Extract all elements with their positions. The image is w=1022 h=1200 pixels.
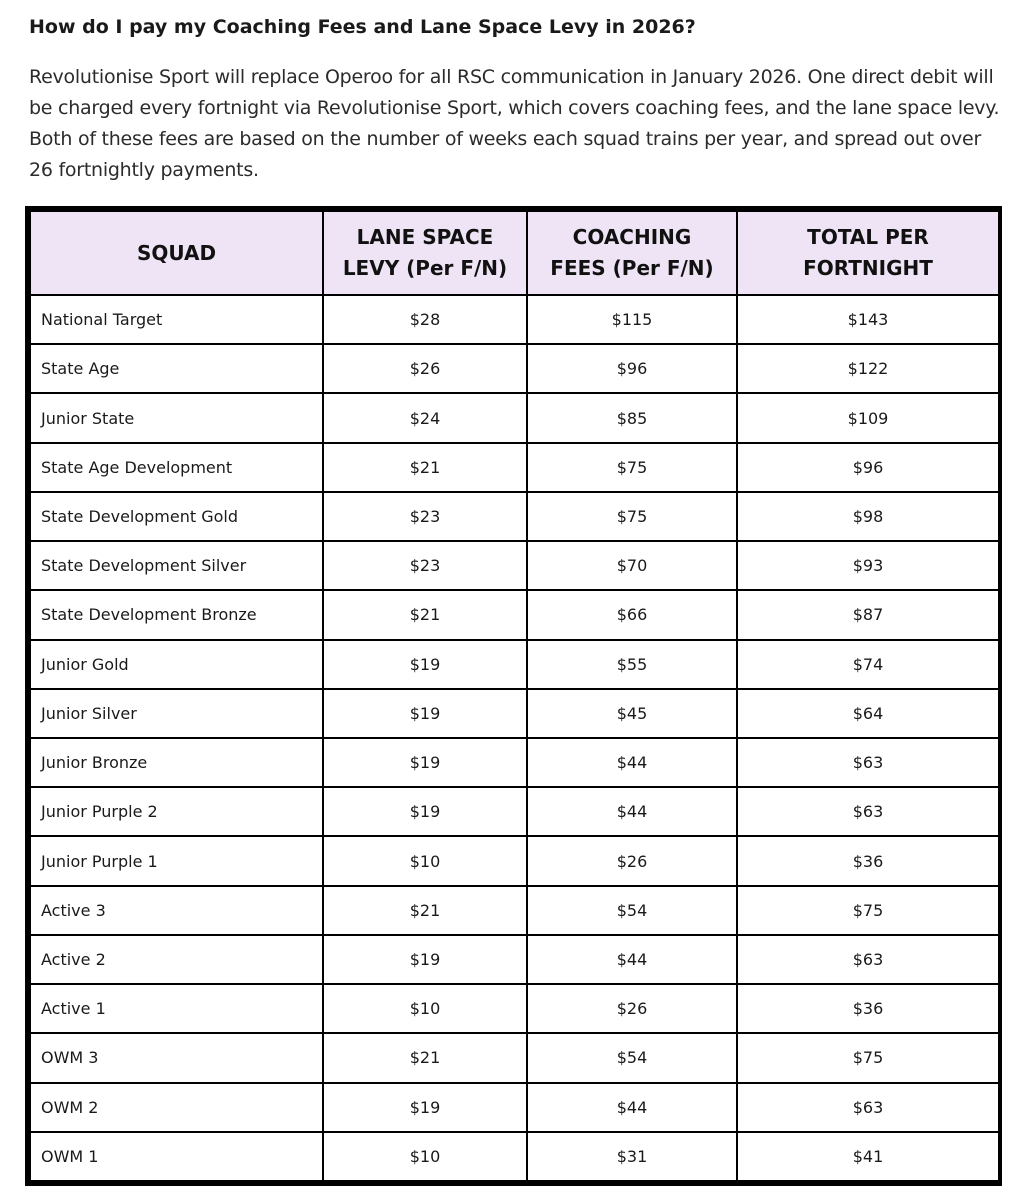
lane-space-levy-cell: $19: [323, 738, 527, 787]
table-row: [30, 640, 999, 689]
total-per-fortnight-cell: $75: [737, 886, 999, 935]
squad-cell: Junior Gold: [30, 640, 323, 689]
table-row: [30, 886, 999, 935]
squad-cell: Active 1: [30, 984, 323, 1033]
squad-cell: State Age: [30, 344, 323, 393]
total-per-fortnight-cell: $87: [737, 590, 999, 639]
coaching-fees-cell: $26: [527, 836, 737, 885]
header-total-per-fortnight: TOTAL PER FORTNIGHT: [737, 211, 999, 295]
table-row: [30, 984, 999, 1033]
table-row: [30, 393, 999, 442]
table-row: [30, 492, 999, 541]
total-per-fortnight-cell: $109: [737, 393, 999, 442]
total-per-fortnight-cell: $41: [737, 1132, 999, 1181]
lane-space-levy-cell: $24: [323, 393, 527, 442]
lane-space-levy-cell: $26: [323, 344, 527, 393]
coaching-fees-cell: $31: [527, 1132, 737, 1181]
lane-space-levy-cell: $10: [323, 1132, 527, 1181]
coaching-fees-cell: $85: [527, 393, 737, 442]
total-per-fortnight-cell: $98: [737, 492, 999, 541]
squad-cell: OWM 1: [30, 1132, 323, 1181]
table-row: [30, 541, 999, 590]
total-per-fortnight-cell: $63: [737, 1083, 999, 1132]
squad-cell: State Age Development: [30, 443, 323, 492]
table-row: [30, 787, 999, 836]
lane-space-levy-cell: $10: [323, 984, 527, 1033]
coaching-fees-cell: $66: [527, 590, 737, 639]
total-per-fortnight-cell: $93: [737, 541, 999, 590]
squad-cell: Active 3: [30, 886, 323, 935]
table-row: [30, 1132, 999, 1181]
squad-cell: Active 2: [30, 935, 323, 984]
total-per-fortnight-cell: $74: [737, 640, 999, 689]
total-per-fortnight-cell: $143: [737, 295, 999, 344]
intro-paragraph: Revolutionise Sport will replace Operoo for all RSC communication in January 2026. One direct debit will be charged every fortnight via Revolutionise Sport, which covers coaching fees, and the lane space levy. Both of these fees are based on the number of weeks each squad trains per year, and spread out over 26 fortnightly payments.: [29, 66, 1000, 181]
coaching-fees-cell: $45: [527, 689, 737, 738]
total-per-fortnight-cell: $75: [737, 1033, 999, 1082]
lane-space-levy-cell: $23: [323, 492, 527, 541]
table-row: [30, 689, 999, 738]
lane-space-levy-cell: $21: [323, 443, 527, 492]
squad-cell: OWM 3: [30, 1033, 323, 1082]
lane-space-levy-cell: $19: [323, 787, 527, 836]
squad-cell: State Development Gold: [30, 492, 323, 541]
squad-cell: State Development Bronze: [30, 590, 323, 639]
coaching-fees-cell: $44: [527, 935, 737, 984]
coaching-fees-cell: $44: [527, 738, 737, 787]
header-lane-space-levy: LANE SPACE LEVY (Per F/N): [323, 211, 527, 295]
table-row: [30, 935, 999, 984]
coaching-fees-cell: $26: [527, 984, 737, 1033]
total-per-fortnight-cell: $122: [737, 344, 999, 393]
table-row: [30, 738, 999, 787]
header-squad: SQUAD: [30, 211, 323, 295]
total-per-fortnight-cell: $36: [737, 836, 999, 885]
table-row: [30, 1033, 999, 1082]
lane-space-levy-cell: $19: [323, 1083, 527, 1132]
total-per-fortnight-cell: $96: [737, 443, 999, 492]
lane-space-levy-cell: $21: [323, 590, 527, 639]
lane-space-levy-cell: $19: [323, 935, 527, 984]
table-body: [30, 295, 999, 1181]
lane-space-levy-cell: $21: [323, 886, 527, 935]
total-per-fortnight-cell: $63: [737, 935, 999, 984]
table-row: [30, 836, 999, 885]
coaching-fees-cell: $115: [527, 295, 737, 344]
header-coaching-fees: COACHING FEES (Per F/N): [527, 211, 737, 295]
lane-space-levy-cell: $10: [323, 836, 527, 885]
coaching-fees-cell: $75: [527, 443, 737, 492]
coaching-fees-cell: $44: [527, 787, 737, 836]
table-row: [30, 1083, 999, 1132]
fees-table-container: [25, 206, 1002, 1186]
coaching-fees-cell: $75: [527, 492, 737, 541]
squad-cell: Junior Purple 1: [30, 836, 323, 885]
coaching-fees-cell: $96: [527, 344, 737, 393]
squad-cell: State Development Silver: [30, 541, 323, 590]
squad-cell: Junior Bronze: [30, 738, 323, 787]
coaching-fees-cell: $44: [527, 1083, 737, 1132]
coaching-fees-cell: $54: [527, 886, 737, 935]
squad-cell: Junior Purple 2: [30, 787, 323, 836]
squad-cell: National Target: [30, 295, 323, 344]
table-row: [30, 443, 999, 492]
lane-space-levy-cell: $19: [323, 640, 527, 689]
squad-cell: Junior Silver: [30, 689, 323, 738]
lane-space-levy-cell: $28: [323, 295, 527, 344]
table-row: [30, 590, 999, 639]
squad-cell: Junior State: [30, 393, 323, 442]
total-per-fortnight-cell: $36: [737, 984, 999, 1033]
table-header-row: [30, 211, 999, 295]
coaching-fees-cell: $55: [527, 640, 737, 689]
page-heading: How do I pay my Coaching Fees and Lane Space Levy in 2026?: [29, 16, 696, 38]
total-per-fortnight-cell: $64: [737, 689, 999, 738]
total-per-fortnight-cell: $63: [737, 787, 999, 836]
total-per-fortnight-cell: $63: [737, 738, 999, 787]
table-row: [30, 344, 999, 393]
fees-table: [29, 210, 1000, 1182]
table-row: [30, 295, 999, 344]
coaching-fees-cell: $70: [527, 541, 737, 590]
squad-cell: OWM 2: [30, 1083, 323, 1132]
lane-space-levy-cell: $23: [323, 541, 527, 590]
lane-space-levy-cell: $19: [323, 689, 527, 738]
lane-space-levy-cell: $21: [323, 1033, 527, 1082]
coaching-fees-cell: $54: [527, 1033, 737, 1082]
